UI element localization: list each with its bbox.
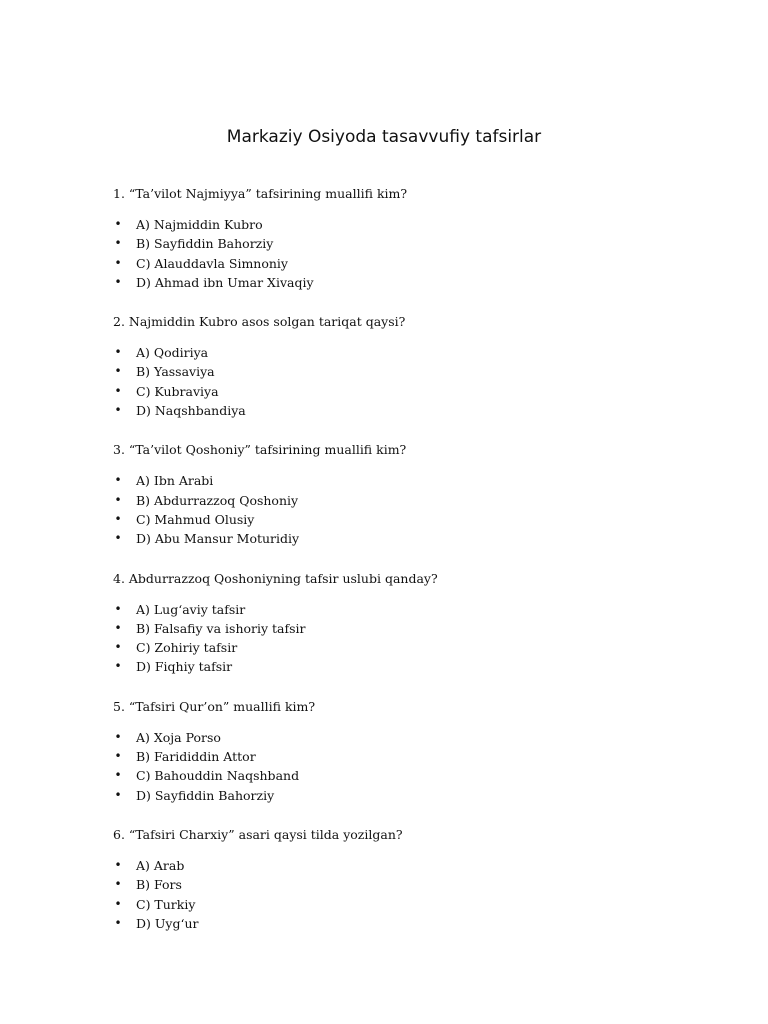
- bullet-icon: •: [114, 236, 122, 251]
- answer-option-label: C) Zohiriy tafsir: [136, 640, 238, 656]
- answer-options: [113, 728, 673, 805]
- answer-option: [113, 382, 673, 401]
- bullet-icon: •: [114, 640, 122, 655]
- answer-option: [113, 638, 673, 657]
- answer-option-label: A) Najmiddin Kubro: [136, 217, 263, 232]
- answer-option: [113, 273, 673, 292]
- bullet-icon: •: [114, 345, 122, 360]
- answer-option: [113, 471, 673, 490]
- answer-option: [113, 728, 673, 747]
- bullet-icon: •: [114, 857, 122, 872]
- answer-option-label: D) Fiqhiy tafsir: [136, 659, 233, 675]
- answer-option: [113, 657, 673, 676]
- bullet-icon: •: [114, 403, 122, 418]
- answer-options: [113, 600, 673, 677]
- answer-option-label: B) Falsafiy va ishoriy tafsir: [136, 620, 306, 636]
- bullet-icon: •: [114, 255, 122, 270]
- bullet-icon: •: [114, 729, 122, 744]
- answer-option: [113, 914, 673, 933]
- answer-option: [113, 234, 673, 253]
- answer-options: [113, 215, 673, 292]
- bullet-icon: •: [114, 383, 122, 398]
- answer-option: [113, 856, 673, 875]
- answer-option: [113, 766, 673, 785]
- question-text: 6. “Tafsiri Charxiy” asari qaysi tilda yozilgan?: [113, 826, 403, 842]
- answer-option-label: D) Ahmad ibn Umar Xivaqiy: [136, 274, 314, 290]
- answer-option: [113, 895, 673, 914]
- answer-option-label: B) Sayfiddin Bahorziy: [136, 236, 274, 252]
- answer-option-label: B) Farididdin Attor: [136, 749, 256, 765]
- bullet-icon: •: [114, 877, 122, 892]
- question-4: [113, 568, 673, 677]
- answer-option-label: A) Qodiriya: [136, 345, 209, 361]
- answer-option: [113, 786, 673, 805]
- answer-option-label: C) Mahmud Olusiy: [136, 511, 255, 527]
- question-text: 5. “Tafsiri Qur’on” muallifi kim?: [113, 698, 316, 714]
- answer-option-label: C) Turkiy: [136, 896, 196, 912]
- question-1: [113, 183, 673, 292]
- question-6: [113, 824, 673, 933]
- bullet-icon: •: [114, 274, 122, 289]
- bullet-icon: •: [114, 768, 122, 783]
- question-text: 4. Abdurrazzoq Qoshoniyning tafsir uslubi qanday?: [113, 570, 438, 586]
- bullet-icon: •: [114, 620, 122, 635]
- answer-option-label: A) Arab: [136, 857, 185, 873]
- answer-option: [113, 491, 673, 510]
- answer-option-label: D) Uyg‘ur: [136, 915, 199, 931]
- answer-option: [113, 343, 673, 362]
- bullet-icon: •: [114, 364, 122, 379]
- document-title: Markaziy Osiyoda tasavvufiy tafsirlar: [226, 127, 542, 147]
- answer-options: [113, 856, 673, 933]
- answer-option: [113, 215, 673, 234]
- answer-option-label: A) Lug‘aviy tafsir: [136, 601, 246, 617]
- answer-option: [113, 510, 673, 529]
- question-text: 1. “Ta’vilot Najmiyya” tafsirining muallifi kim?: [113, 186, 408, 201]
- answer-options: [113, 471, 673, 548]
- bullet-icon: •: [114, 473, 122, 488]
- bullet-icon: •: [114, 511, 122, 526]
- bullet-icon: •: [114, 896, 122, 911]
- answer-option-label: C) Alauddavla Simnoniy: [136, 255, 288, 271]
- answer-option: [113, 401, 673, 420]
- answer-option-label: C) Kubraviya: [136, 383, 219, 399]
- answer-option-label: B) Fors: [136, 877, 182, 893]
- answer-option: [113, 875, 673, 894]
- question-2: [113, 311, 673, 420]
- answer-option: [113, 254, 673, 273]
- question-5: [113, 696, 673, 805]
- answer-option-label: A) Xoja Porso: [136, 729, 221, 745]
- bullet-icon: •: [114, 659, 122, 674]
- bullet-icon: •: [114, 217, 122, 231]
- bullet-icon: •: [114, 787, 122, 802]
- answer-option: [113, 529, 673, 548]
- answer-option-label: D) Sayfiddin Bahorziy: [136, 787, 275, 803]
- answer-options: [113, 343, 673, 420]
- answer-option: [113, 600, 673, 619]
- answer-option-label: C) Bahouddin Naqshband: [136, 768, 300, 784]
- answer-option-label: A) Ibn Arabi: [136, 473, 214, 489]
- bullet-icon: •: [114, 492, 122, 507]
- answer-option-label: B) Yassaviya: [136, 364, 215, 380]
- answer-option: [113, 619, 673, 638]
- question-text: 2. Najmiddin Kubro asos solgan tariqat qaysi?: [113, 314, 406, 330]
- bullet-icon: •: [114, 915, 122, 930]
- answer-option-label: D) Naqshbandiya: [136, 403, 246, 419]
- answer-option-label: B) Abdurrazzoq Qoshoniy: [136, 492, 299, 508]
- answer-option: [113, 747, 673, 766]
- bullet-icon: •: [114, 601, 122, 616]
- answer-option-label: D) Abu Mansur Moturidiy: [136, 531, 300, 547]
- question-list: [113, 183, 673, 952]
- bullet-icon: •: [114, 749, 122, 764]
- bullet-icon: •: [114, 531, 122, 546]
- answer-option: [113, 362, 673, 381]
- question-3: [113, 439, 673, 548]
- question-text: 3. “Ta’vilot Qoshoniy” tafsirining muallifi kim?: [113, 442, 407, 458]
